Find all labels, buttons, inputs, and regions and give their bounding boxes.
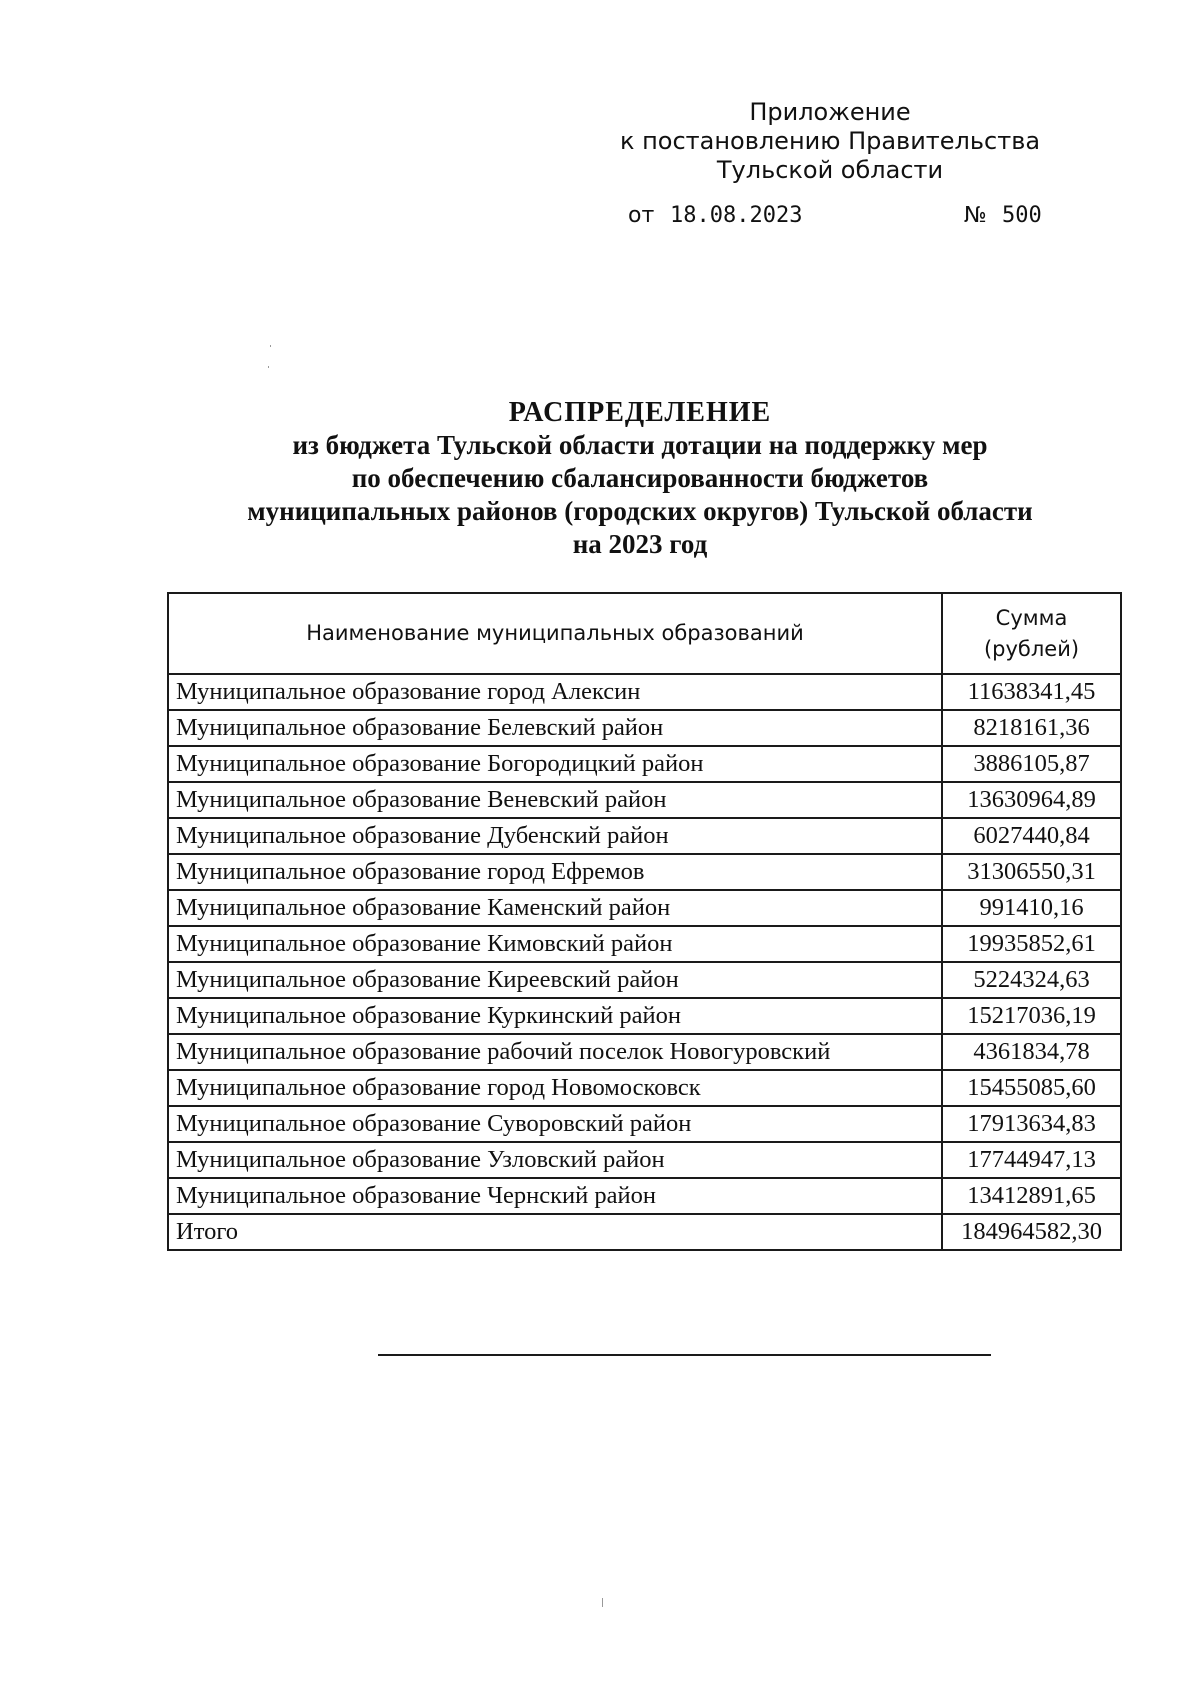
table-row [168, 854, 1121, 890]
table-row [168, 890, 1121, 926]
row-name: Муниципальное образование рабочий поселок Новогуровский [168, 1034, 942, 1070]
row-name: Муниципальное образование Узловский район [168, 1142, 942, 1178]
appendix-line-1: Приложение [749, 98, 911, 126]
total-amount: 184964582,30 [942, 1214, 1121, 1250]
row-name: Муниципальное образование Кимовский район [168, 926, 942, 962]
table-row [168, 746, 1121, 782]
row-amount: 8218161,36 [942, 710, 1121, 746]
row-name: Муниципальное образование Чернский район [168, 1178, 942, 1214]
table-row [168, 818, 1121, 854]
scan-speck [268, 366, 269, 368]
header-amount-line-2: (рублей) [983, 636, 1080, 661]
row-name: Муниципальное образование Богородицкий район [168, 746, 942, 782]
table-header-row [168, 593, 1121, 674]
decree-date: 18.08.2023 [670, 203, 803, 228]
table-row [168, 998, 1121, 1034]
row-amount: 15455085,60 [942, 1070, 1121, 1106]
table-row [168, 962, 1121, 998]
row-amount: 31306550,31 [942, 854, 1121, 890]
row-amount: 5224324,63 [942, 962, 1121, 998]
row-amount: 4361834,78 [942, 1034, 1121, 1070]
row-amount: 17913634,83 [942, 1106, 1121, 1142]
table-row [168, 1106, 1121, 1142]
decree-date-prefix: от [628, 203, 655, 228]
distribution-table [167, 592, 1122, 1251]
header-amount [942, 593, 1121, 674]
title-line-1: из бюджета Тульской области дотации на поддержку мер [292, 430, 988, 460]
decree-number-prefix: № [964, 203, 987, 228]
row-name: Муниципальное образование Суворовский район [168, 1106, 942, 1142]
row-name: Муниципальное образование Киреевский район [168, 962, 942, 998]
table-row [168, 710, 1121, 746]
row-name: Муниципальное образование Куркинский район [168, 998, 942, 1034]
row-name: Муниципальное образование Веневский район [168, 782, 942, 818]
row-amount: 19935852,61 [942, 926, 1121, 962]
decree-number: 500 [1002, 203, 1042, 228]
total-row [168, 1214, 1121, 1250]
row-name: Муниципальное образование Каменский район [168, 890, 942, 926]
header-amount-line-1: Сумма [995, 605, 1068, 630]
document-title [100, 396, 1180, 561]
row-amount: 15217036,19 [942, 998, 1121, 1034]
row-amount: 11638341,45 [942, 674, 1121, 710]
closing-rule [378, 1354, 991, 1356]
row-name: Муниципальное образование Дубенский район [168, 818, 942, 854]
table-row [168, 1178, 1121, 1214]
row-name: Муниципальное образование город Ефремов [168, 854, 942, 890]
table-row [168, 782, 1121, 818]
appendix-line-3: Тульской области [716, 156, 944, 184]
header-name: Наименование муниципальных образований [168, 593, 942, 674]
row-amount: 991410,16 [942, 890, 1121, 926]
row-amount: 3886105,87 [942, 746, 1121, 782]
row-name: Муниципальное образование город Алексин [168, 674, 942, 710]
title-line-2: по обеспечению сбалансированности бюджетов [351, 463, 929, 493]
table-row [168, 1070, 1121, 1106]
row-amount: 13630964,89 [942, 782, 1121, 818]
table-body [168, 674, 1121, 1214]
appendix-line-2: к постановлению Правительства [619, 127, 1041, 155]
appendix-header [560, 98, 1100, 185]
scan-speck [270, 345, 271, 347]
table-row [168, 1034, 1121, 1070]
title-line-3: муниципальных районов (городских округов) Тульской области [247, 496, 1033, 526]
row-amount: 6027440,84 [942, 818, 1121, 854]
table-row [168, 926, 1121, 962]
row-amount: 17744947,13 [942, 1142, 1121, 1178]
scan-speck [602, 1598, 603, 1607]
title-line-4: на 2023 год [572, 529, 708, 559]
table-row [168, 674, 1121, 710]
title-main: РАСПРЕДЕЛЕНИЕ [508, 397, 772, 428]
table-row [168, 1142, 1121, 1178]
row-name: Муниципальное образование город Новомосковск [168, 1070, 942, 1106]
row-amount: 13412891,65 [942, 1178, 1121, 1214]
total-label: Итого [168, 1214, 942, 1250]
row-name: Муниципальное образование Белевский район [168, 710, 942, 746]
